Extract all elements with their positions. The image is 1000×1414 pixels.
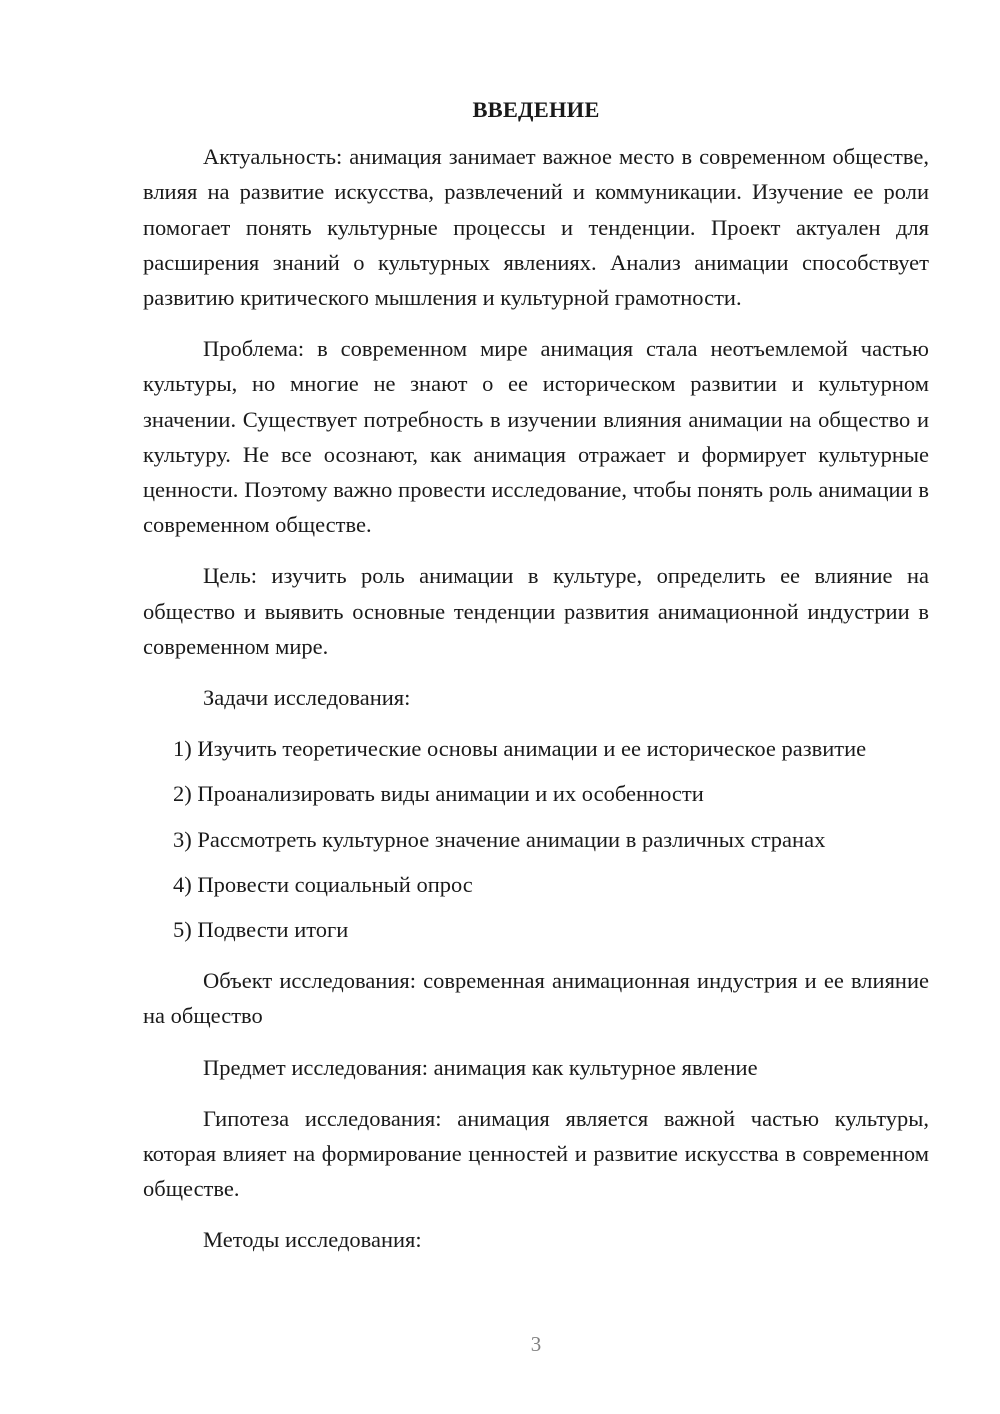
paragraph-problem: Проблема: в современном мире анимация стала неотъемлемой частью культуры, но многие не знают о ее историческом развитии и культурном значении. Существует потребность в изучении влияния анимации на общество и культуру. Не все осознают, как анимация отражает и формирует культурные ценности. Поэтому важно провести исследование, чтобы понять роль анимации в современном обществе.: [143, 336, 929, 538]
paragraph-relevance: Актуальность: анимация занимает важное место в современном обществе, влияя на развитие искусства, развлечений и коммуникации. Изучение ее роли помогает понять культурные процессы и тенденции. Проект актуален для расширения знаний о культурных явлениях. Анализ анимации способствует развитию критического мышления и культурной грамотности.: [143, 144, 929, 311]
list-item: 2) Проанализировать виды анимации и их особенности: [173, 781, 704, 807]
list-item: 4) Провести социальный опрос: [173, 871, 473, 897]
paragraph-hypothesis: Гипотеза исследования: анимация является важной частью культуры, которая влияет на формирование ценностей и развитие искусства в современном обществе.: [143, 1105, 929, 1202]
page-title: ВВЕДЕНИЕ: [472, 97, 600, 122]
paragraph-subject: Предмет исследования: анимация как культурное явление: [203, 1054, 758, 1080]
tasks-heading: Задачи исследования:: [203, 685, 411, 711]
tasks-list: [143, 731, 929, 947]
paragraph-object: Объект исследования: современная анимационная индустрия и ее влияние на общество: [143, 968, 929, 1029]
list-item: 5) Подвести итоги: [173, 917, 349, 943]
page-number: 3: [530, 1332, 542, 1356]
paragraph-goal: Цель: изучить роль анимации в культуре, определить ее влияние на общество и выявить основные тенденции развития анимационной индустрии в современном мире.: [143, 563, 929, 659]
list-item: 3) Рассмотреть культурное значение анимации в различных странах: [173, 826, 826, 852]
page-content: [143, 92, 929, 1274]
list-item: 1) Изучить теоретические основы анимации и ее историческое развитие: [173, 736, 867, 762]
methods-heading: Методы исследования:: [203, 1227, 422, 1253]
